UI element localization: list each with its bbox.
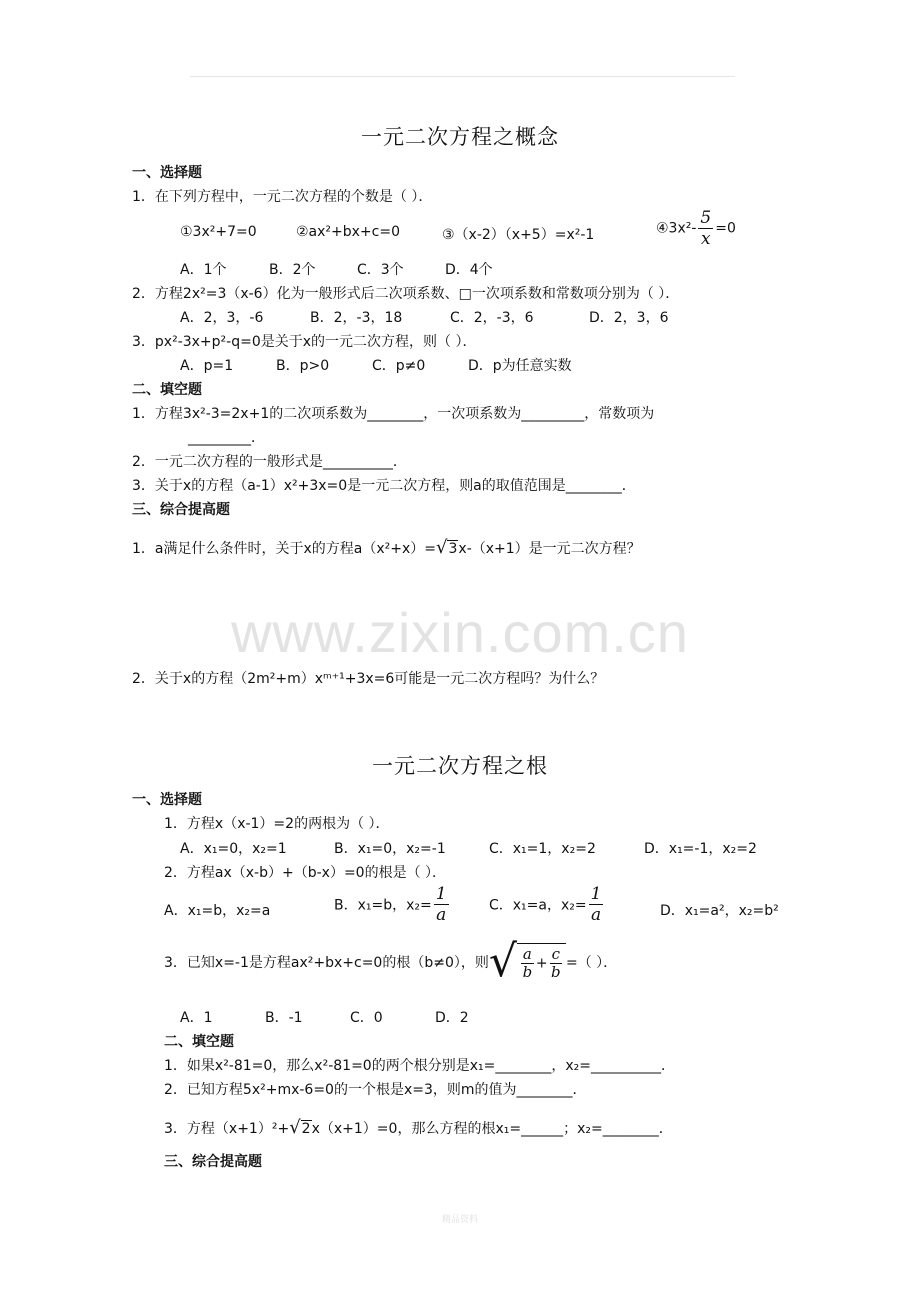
p1-q1-choice-b: B．2个 (269, 262, 316, 278)
fraction-num: c (551, 945, 560, 963)
p2-fill-3-pre: 3．方程（x+1）²+ (164, 1121, 290, 1137)
fraction-den: x (701, 229, 711, 249)
p1-fill-1: 1．方程3x²-3=2x+1的二次项系数为________，一次项系数为_________，常数项为 (132, 406, 655, 422)
part1-section-choice: 一、选择题 (132, 165, 202, 181)
p1-q1-option-4-pre: ④3x²- (656, 220, 697, 237)
fraction-den: b (550, 963, 561, 981)
p2-q1-stem: 1．方程x（x-1）=2的两根为（ ）． (164, 816, 390, 832)
p2-q2-choice-d: D．x₁=a²，x₂=b² (660, 903, 779, 919)
p2-q3-choice-d: D．2 (435, 1010, 469, 1026)
p2-q2-choice-a: A．x₁=b，x₂=a (164, 903, 271, 919)
p2-q1-choice-b: B．x₁=0，x₂=-1 (334, 841, 446, 857)
p1-comp-1-pre: 1．a满足什么条件时，关于x的方程a（x²+x）= (132, 541, 436, 557)
p1-q1-option-2: ②ax²+bx+c=0 (296, 224, 400, 240)
p1-comp-1 (132, 537, 641, 558)
p2-q3-choice-c: C．0 (350, 1010, 383, 1026)
footer-mark: 精品资料 (441, 1215, 478, 1225)
header-rule (190, 76, 735, 77)
p2-q1-choice-d: D．x₁=-1，x₂=2 (644, 841, 757, 857)
fraction-5-over-x (698, 208, 713, 249)
sqrt-symbol: √ (488, 936, 517, 987)
p1-q1-stem: 1．在下列方程中，一元二次方程的个数是（ ）． (132, 189, 433, 205)
p1-q1-option-4-post: =0 (715, 220, 736, 237)
fraction-den: a (436, 905, 447, 925)
fraction-1-over-a (589, 884, 604, 925)
fraction-num: 5 (700, 208, 712, 228)
p2-q1-choice-a: A．x₁=0，x₂=1 (180, 841, 287, 857)
part1-title: 一元二次方程之概念 (361, 125, 559, 149)
fraction-den: b (522, 963, 533, 981)
watermark: www.zixin.com.cn (231, 601, 689, 664)
part2-title: 一元二次方程之根 (372, 754, 548, 778)
p1-q2-choice-d: D．2，3，6 (589, 310, 669, 326)
p1-q3-choice-d: D．p为任意实数 (468, 358, 572, 374)
p2-q2-choice-c (489, 884, 605, 925)
fraction-a-over-b (521, 946, 534, 981)
fraction-num: a (522, 945, 532, 963)
p1-q1-choice-d: D．4个 (445, 262, 493, 278)
fraction-den: a (590, 905, 602, 925)
p2-q2-choice-b-text: B．x₁=b，x₂= (334, 897, 432, 914)
p1-q1-choice-c: C．3个 (357, 262, 404, 278)
part2-section-comprehensive: 三、综合提高题 (164, 1154, 262, 1170)
sqrt-symbol: √ (436, 537, 448, 558)
p2-fill-3 (164, 1117, 673, 1138)
p1-q1-choice-a: A．1个 (180, 262, 227, 278)
sqrt-arg: 3 (448, 541, 458, 557)
p1-q1-option-3: ③（x-2）（x+5）=x²-1 (442, 227, 595, 243)
p2-q3-stem-post: =（ ）． (566, 955, 618, 971)
p1-q1-option-1: ①3x²+7=0 (180, 224, 257, 240)
sqrt-expression (488, 936, 566, 987)
p2-q2-choice-c-text: C．x₁=a，x₂= (489, 897, 587, 914)
p1-fill-2: 2．一元二次方程的一般形式是__________． (132, 454, 407, 470)
p1-q3-choice-a: A．p=1 (180, 358, 234, 374)
fraction-num: 1 (435, 884, 447, 904)
sqrt-body (517, 943, 566, 981)
p1-q1-option-4 (656, 208, 736, 249)
part2-section-choice: 一、选择题 (132, 792, 202, 808)
p1-q3-choice-c: C．p≠0 (372, 358, 426, 374)
p2-fill-3-post: x（x+1）=0，那么方程的根x₁=______；x₂=________． (311, 1121, 673, 1137)
p2-q2-choice-b (334, 884, 451, 925)
p1-q2-stem: 2．方程2x²=3（x-6）化为一般形式后二次项系数、□一次项系数和常数项分别为（ ）． (132, 286, 680, 302)
p2-q1-choice-c: C．x₁=1，x₂=2 (489, 841, 596, 857)
part1-section-fill: 二、填空题 (132, 382, 202, 398)
sqrt-arg: 2 (301, 1121, 311, 1137)
part1-section-comprehensive: 三、综合提高题 (132, 502, 230, 518)
p2-q3-choice-b: B．-1 (265, 1010, 303, 1026)
p2-fill-2: 2．已知方程5x²+mx-6=0的一个根是x=3，则m的值为________． (164, 1082, 587, 1098)
sqrt-symbol: √ (289, 1117, 301, 1138)
p1-q2-choice-b: B．2，-3，18 (310, 310, 403, 326)
part2-section-fill: 二、填空题 (164, 1034, 234, 1050)
p1-q3-stem: 3．px²-3x+p²-q=0是关于x的一元二次方程，则（ ）． (132, 334, 477, 350)
p1-fill-3: 3．关于x的方程（a-1）x²+3x=0是一元二次方程，则a的取值范围是________． (132, 478, 636, 494)
p2-q3-stem (164, 936, 618, 987)
p1-q2-choice-c: C．2，-3，6 (450, 310, 534, 326)
plus-sign: + (535, 955, 548, 972)
p2-q3-choice-a: A．1 (180, 1010, 213, 1026)
p1-fill-1-cont: _________． (188, 430, 265, 446)
p2-q3-stem-pre: 3．已知x=-1是方程ax²+bx+c=0的根（b≠0），则 (164, 955, 489, 971)
p1-comp-1-post: x-（x+1）是一元二次方程？ (458, 541, 641, 557)
p1-comp-2: 2．关于x的方程（2m²+m）xᵐ⁺¹+3x=6可能是一元二次方程吗？为什么？ (132, 671, 605, 687)
fraction-1-over-a (434, 884, 449, 925)
p2-q2-stem: 2．方程ax（x-b）+（b-x）=0的根是（ ）． (164, 865, 447, 881)
p1-q2-choice-a: A．2，3，-6 (180, 310, 264, 326)
p2-fill-1: 1．如果x²-81=0，那么x²-81=0的两个根分别是x₁=________，x₂=__________． (164, 1058, 675, 1074)
fraction-num: 1 (590, 884, 602, 904)
p1-q3-choice-b: B．p>0 (276, 358, 330, 374)
fraction-c-over-b (550, 946, 562, 981)
